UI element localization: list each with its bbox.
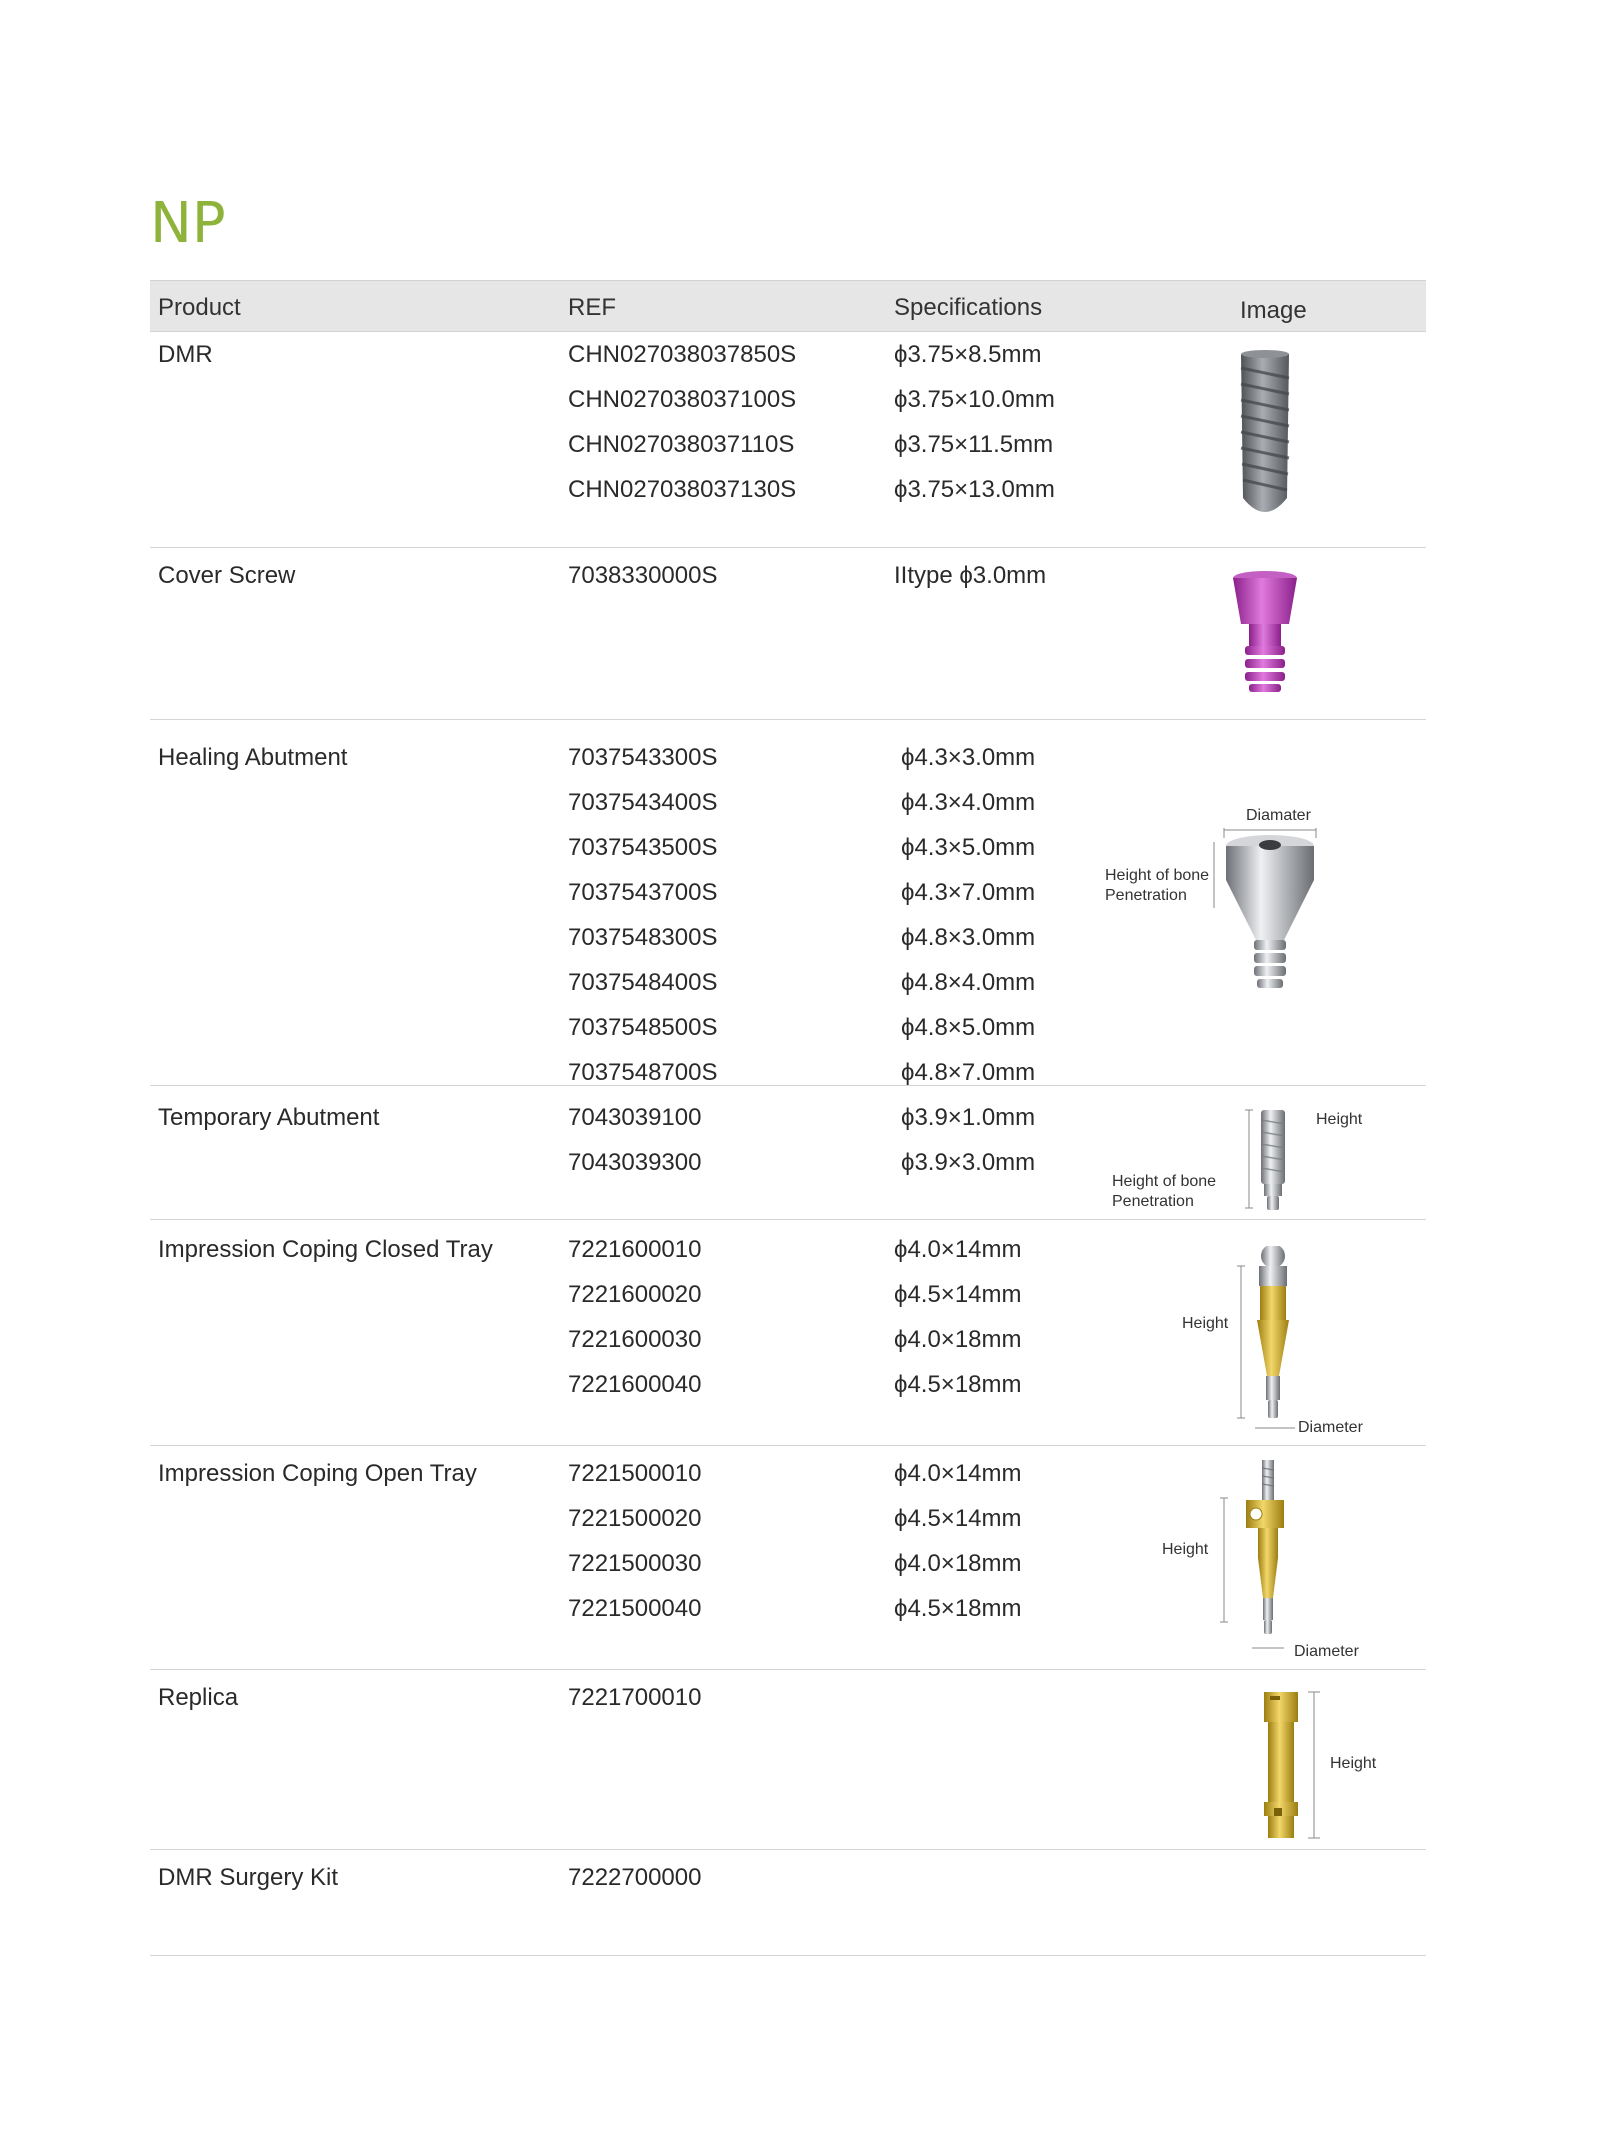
product-name: Temporary Abutment <box>158 1104 380 1131</box>
cover-screw-icon <box>1225 568 1305 698</box>
spec-value: ϕ3.75×10.0mm <box>894 386 1055 413</box>
ref-value: CHN027038037100S <box>568 386 797 413</box>
header-product: Product <box>158 294 241 321</box>
ref-value: 7221600040 <box>568 1371 702 1398</box>
product-group-impression-coping-closed <box>150 1220 1426 1446</box>
spec-value: ϕ3.9×3.0mm <box>901 1149 1036 1176</box>
spec-value: ϕ4.5×18mm <box>894 1595 1022 1622</box>
ref-value: 7221700010 <box>568 1684 702 1711</box>
product-name: Replica <box>158 1684 239 1711</box>
spec-value: ϕ3.75×8.5mm <box>894 341 1042 368</box>
page-title: NP <box>150 191 226 256</box>
spec-value: ϕ4.3×3.0mm <box>901 744 1036 771</box>
ref-value: 7043039300 <box>568 1149 702 1176</box>
implant-fixture-icon <box>1225 348 1305 526</box>
product-group-healing-abutment <box>150 720 1426 1086</box>
spec-value: ϕ4.8×3.0mm <box>901 924 1036 951</box>
replica-icon <box>1254 1688 1324 1848</box>
height-label: Height <box>1162 1541 1209 1558</box>
product-table <box>150 280 1426 1956</box>
bone-height-label: Height of bone <box>1112 1173 1217 1190</box>
diameter-label: Diameter <box>1294 1643 1359 1660</box>
diameter-label: Diameter <box>1298 1419 1363 1436</box>
header-specifications: Specifications <box>894 294 1043 321</box>
spec-value: ϕ4.0×14mm <box>894 1460 1022 1487</box>
ref-value: 7037548700S <box>568 1059 718 1086</box>
ref-value: 7221500010 <box>568 1460 702 1487</box>
product-group-impression-coping-open <box>150 1446 1426 1670</box>
ref-value: 7037548300S <box>568 924 718 951</box>
temporary-abutment-icon <box>1245 1108 1295 1214</box>
product-group-cover-screw <box>150 548 1426 720</box>
height-label: Height <box>1316 1111 1363 1128</box>
bone-height-label: Height of bone <box>1105 867 1210 884</box>
product-group-temporary-abutment <box>150 1086 1426 1220</box>
ref-value: 7038330000S <box>568 562 718 589</box>
product-name: DMR Surgery Kit <box>158 1864 339 1891</box>
ref-value: 7221600030 <box>568 1326 702 1353</box>
spec-value: ϕ4.0×18mm <box>894 1326 1022 1353</box>
ref-value: 7037543500S <box>568 834 718 861</box>
spec-value: ϕ4.0×14mm <box>894 1236 1022 1263</box>
product-name: Impression Coping Closed Tray <box>158 1236 493 1263</box>
product-group-replica <box>150 1670 1426 1850</box>
product-name: DMR <box>158 341 213 368</box>
product-name: Impression Coping Open Tray <box>158 1460 477 1487</box>
diameter-label: Diamater <box>1246 807 1311 824</box>
header-ref: REF <box>568 294 616 321</box>
product-group-dmr <box>150 332 1426 548</box>
spec-value: ϕ4.5×14mm <box>894 1505 1022 1532</box>
table-header <box>150 280 1426 332</box>
ref-value: CHN027038037850S <box>568 341 797 368</box>
impression-coping-open-icon <box>1218 1458 1298 1658</box>
ref-value: 7221500030 <box>568 1550 702 1577</box>
header-image: Image <box>1240 297 1307 324</box>
ref-value: CHN027038037130S <box>568 476 797 503</box>
ref-value: 7037548400S <box>568 969 718 996</box>
ref-value: 7037543300S <box>568 744 718 771</box>
height-label: Height <box>1182 1315 1229 1332</box>
spec-value: ϕ4.3×4.0mm <box>901 789 1036 816</box>
impression-coping-closed-icon <box>1235 1246 1305 1436</box>
spec-value: ϕ4.8×5.0mm <box>901 1014 1036 1041</box>
ref-value: 7221500020 <box>568 1505 702 1532</box>
height-label: Height <box>1330 1755 1377 1772</box>
ref-value: 7037543700S <box>568 879 718 906</box>
bone-penetration-label: Penetration <box>1105 887 1187 904</box>
spec-value: ϕ3.75×13.0mm <box>894 476 1055 503</box>
ref-value: 7221600010 <box>568 1236 702 1263</box>
spec-value: ϕ4.0×18mm <box>894 1550 1022 1577</box>
spec-value: ϕ4.8×4.0mm <box>901 969 1036 996</box>
healing-abutment-icon <box>1210 828 1330 998</box>
spec-value: ϕ3.75×11.5mm <box>894 431 1054 458</box>
spec-value: ϕ4.3×5.0mm <box>901 834 1036 861</box>
bone-penetration-label: Penetration <box>1112 1193 1194 1210</box>
spec-value: IItype ϕ3.0mm <box>894 562 1047 589</box>
spec-value: ϕ4.5×14mm <box>894 1281 1022 1308</box>
spec-value: ϕ4.8×7.0mm <box>901 1059 1036 1086</box>
ref-value: 7037543400S <box>568 789 718 816</box>
spec-value: ϕ4.3×7.0mm <box>901 879 1036 906</box>
ref-value: 7222700000 <box>568 1864 702 1891</box>
ref-value: 7037548500S <box>568 1014 718 1041</box>
ref-value: 7043039100 <box>568 1104 702 1131</box>
ref-value: 7221500040 <box>568 1595 702 1622</box>
spec-value: ϕ3.9×1.0mm <box>901 1104 1036 1131</box>
product-name: Healing Abutment <box>158 744 348 771</box>
product-group-surgery-kit <box>150 1850 1426 1956</box>
ref-value: CHN027038037110S <box>568 431 795 458</box>
product-name: Cover Screw <box>158 562 296 589</box>
spec-value: ϕ4.5×18mm <box>894 1371 1022 1398</box>
ref-value: 7221600020 <box>568 1281 702 1308</box>
